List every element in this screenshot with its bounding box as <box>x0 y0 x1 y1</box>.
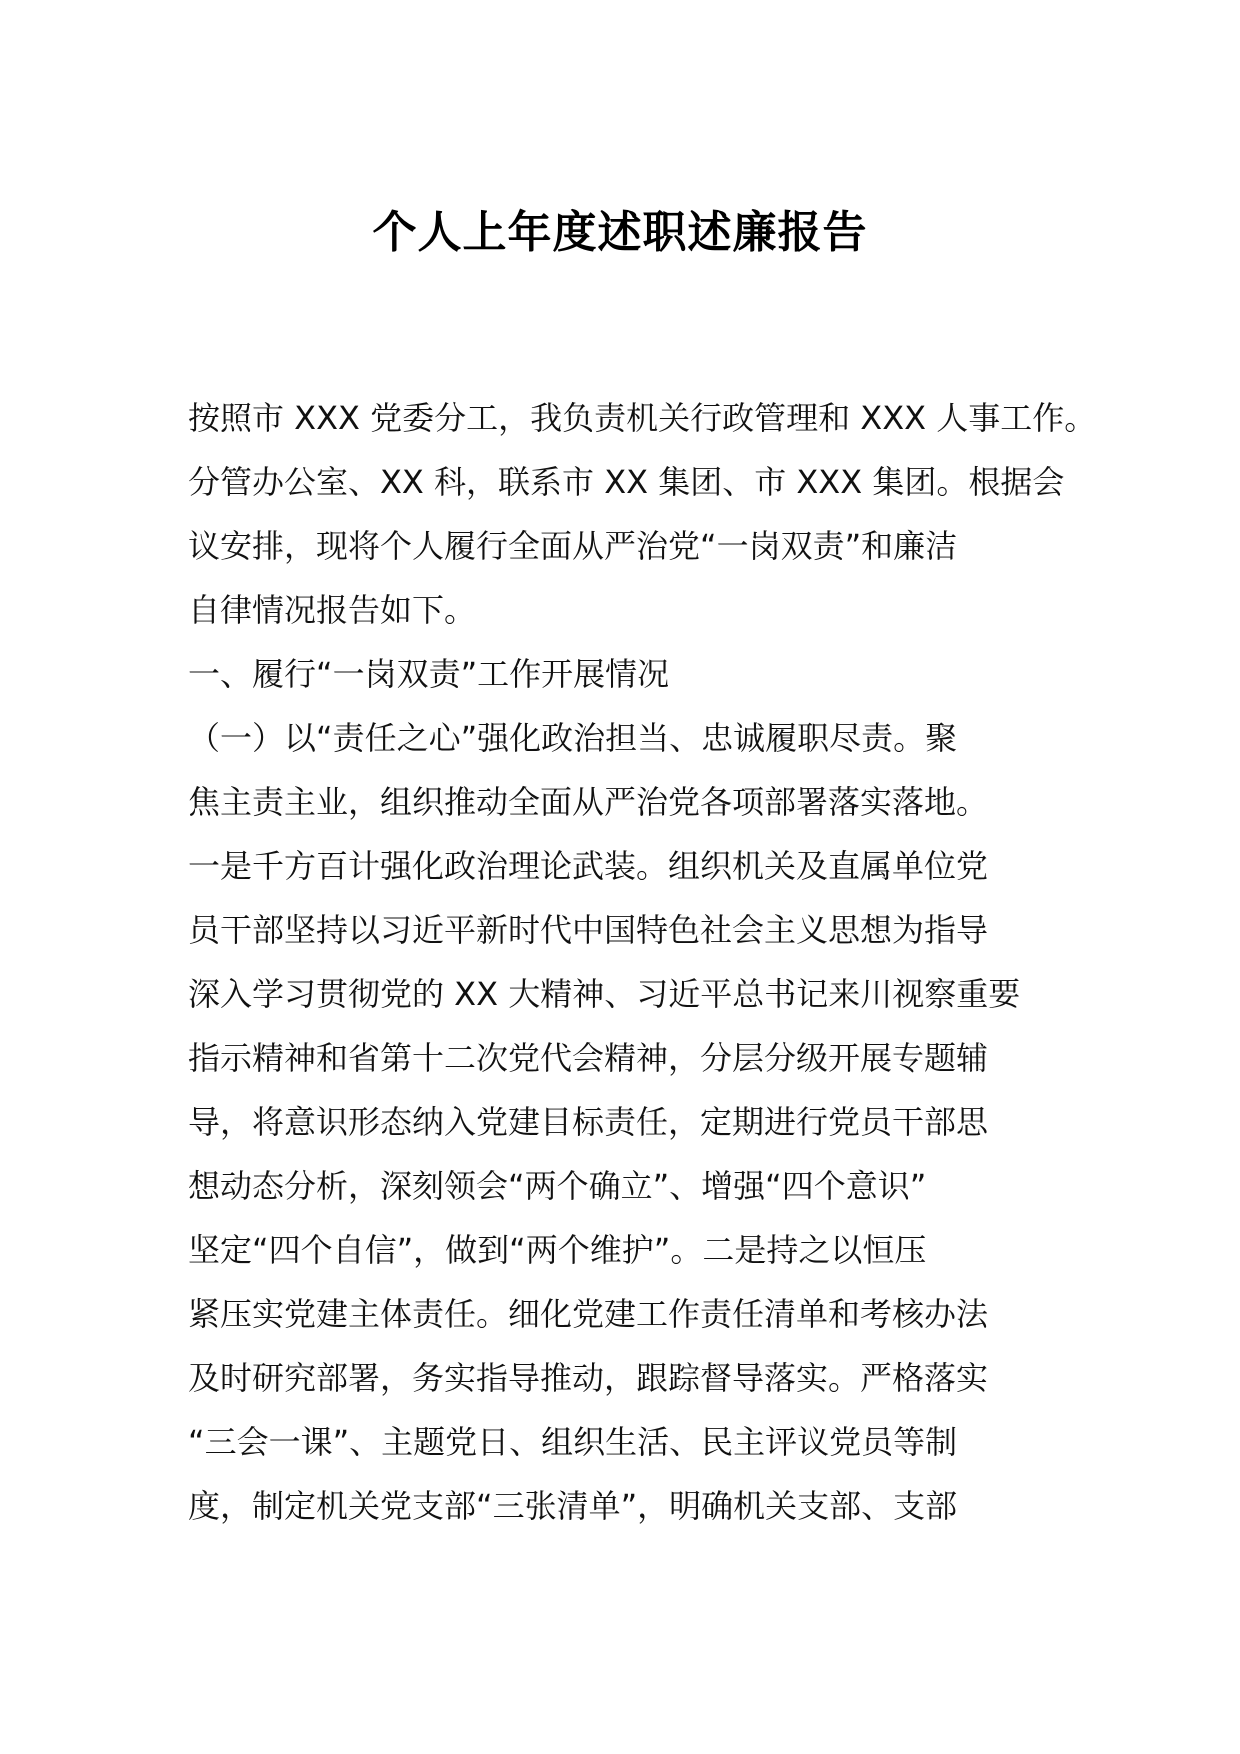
body-line: 按照市 XXX 党委分工，我负责机关行政管理和 XXX 人事工作。 <box>188 399 1097 437</box>
document-title: 个人上年度述职述廉报告 <box>372 207 868 258</box>
body-line: 导，将意识形态纳入党建目标责任，定期进行党员干部思 <box>188 1103 989 1141</box>
body-line: 议安排，现将个人履行全面从严治党“一岗双责”和廉洁 <box>188 527 958 565</box>
section-heading: 一、履行“一岗双责”工作开展情况 <box>188 655 670 693</box>
body-line: 员干部坚持以习近平新时代中国特色社会主义思想为指导 <box>188 911 989 949</box>
document-body <box>188 386 1097 1538</box>
body-line: 分管办公室、XX 科，联系市 XX 集团、市 XXX 集团。根据会 <box>188 463 1065 501</box>
body-line: 坚定“四个自信”，做到“两个维护”。二是持之以恒压 <box>188 1231 927 1269</box>
body-line: “三会一课”、主题党日、组织生活、民主评议党员等制 <box>188 1423 958 1461</box>
body-line: 指示精神和省第十二次党代会精神，分层分级开展专题辅 <box>188 1039 989 1077</box>
body-line: 焦主责主业，组织推动全面从严治党各项部署落实落地。 <box>188 783 989 821</box>
body-line: 紧压实党建主体责任。细化党建工作责任清单和考核办法 <box>188 1295 989 1333</box>
body-line: 度，制定机关党支部“三张清单”，明确机关支部、支部 <box>188 1487 958 1525</box>
body-line: 想动态分析，深刻领会“两个确立”、增强“四个意识” <box>188 1167 927 1205</box>
body-line: 一是千方百计强化政治理论武装。组织机关及直属单位党 <box>188 847 989 885</box>
body-line: 及时研究部署，务实指导推动，跟踪督导落实。严格落实 <box>188 1359 989 1397</box>
body-line: 自律情况报告如下。 <box>188 591 477 629</box>
body-line: 深入学习贯彻党的 XX 大精神、习近平总书记来川视察重要 <box>188 975 1021 1013</box>
subsection-heading: （一）以“责任之心”强化政治担当、忠诚履职尽责。聚 <box>188 719 958 757</box>
